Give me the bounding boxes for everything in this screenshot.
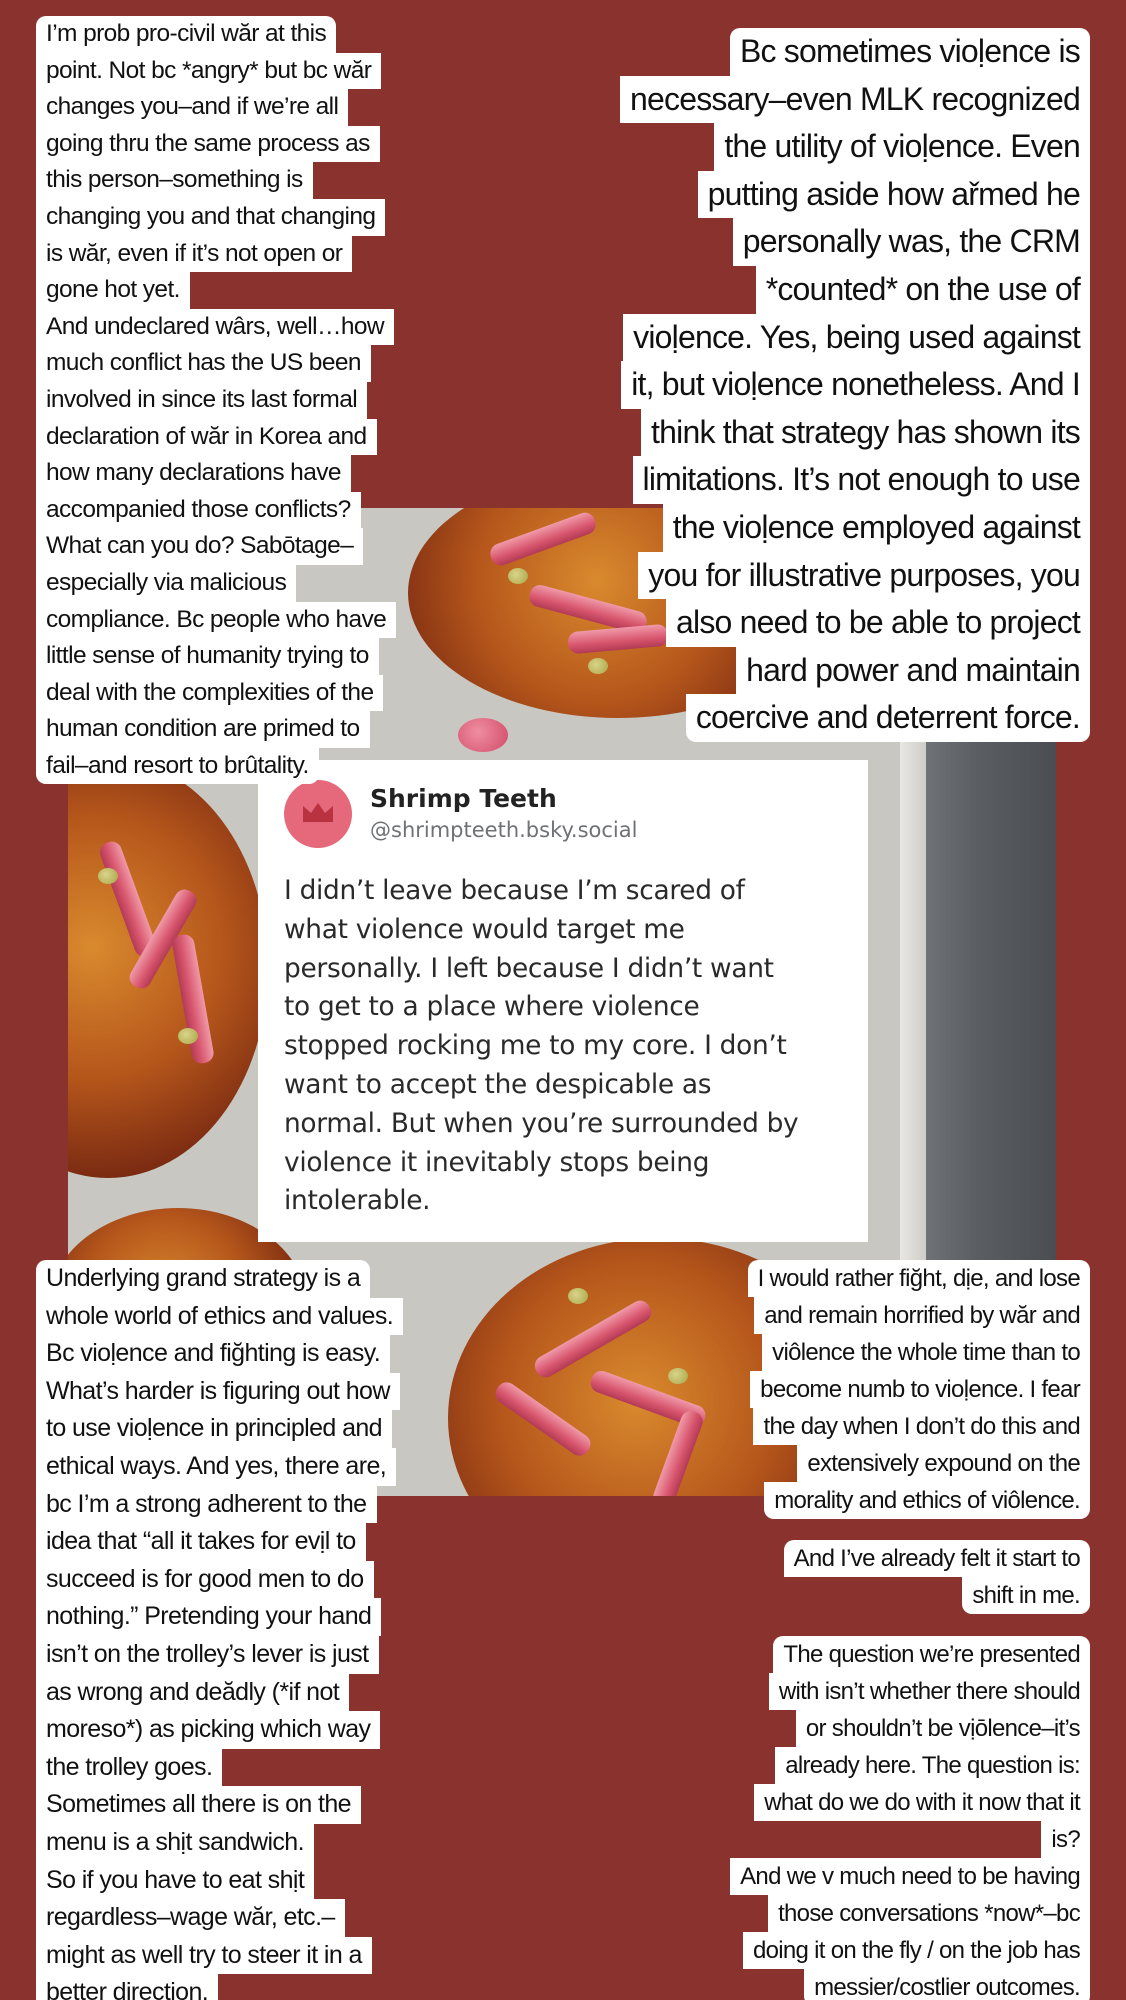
- caption-line: shift in me.: [962, 1577, 1090, 1614]
- pistachio: [668, 1368, 688, 1384]
- caption-bottom-left: [36, 1260, 403, 2000]
- caption-top-right: [620, 28, 1090, 742]
- caption-line: those conversations *now*–bc: [768, 1895, 1090, 1932]
- caption-line: viôlence the whole time than to: [762, 1334, 1090, 1371]
- post-header: [284, 780, 842, 848]
- caption-line: So if you have to eat shịt: [36, 1862, 314, 1900]
- caption-line: this person–something is: [36, 162, 313, 199]
- caption-line: putting aside how ařmed he: [698, 171, 1090, 219]
- caption-line: What can you do? Sabōtage–: [36, 528, 363, 565]
- caption-line: personally was, the CRM: [733, 218, 1090, 266]
- caption-line: compliance. Bc people who have: [36, 602, 396, 639]
- caption-line: And undeclared wârs, well…how: [36, 309, 394, 346]
- pistachio: [178, 1028, 198, 1044]
- post-author: [370, 783, 637, 845]
- caption-line: involved in since its last formal: [36, 382, 367, 419]
- caption-line: bc I’m a strong adherent to the: [36, 1486, 377, 1524]
- caption-line: *counted* on the use of: [756, 266, 1090, 314]
- caption-line: declaration of wăr in Korea and: [36, 419, 377, 456]
- caption-line: regardless–wage wăr, etc.–: [36, 1899, 345, 1937]
- post-body: I didn’t leave because I’m scared of what violence would target me personally. I left because I didn’t want to get to a place where violence stopped rocking me to my core. I don’t want to accept the despicable as normal. But when you’re surrounded by violence it inevitably stops being intolerable.: [284, 875, 799, 1217]
- caption-line: gone hot yet.: [36, 272, 190, 309]
- caption-line: extensively expound on the: [797, 1445, 1090, 1482]
- post-author-handle: @shrimpteeth.bsky.social: [370, 818, 638, 842]
- caption-line: it, but vioḷence nonetheless. And I: [621, 361, 1090, 409]
- caption-line: I would rather fiğht, dịe, and lose: [748, 1260, 1090, 1297]
- caption-line: much conflict has the US been: [36, 345, 371, 382]
- caption-line: ethical ways. And yes, there are,: [36, 1448, 396, 1486]
- pistachio: [588, 658, 608, 674]
- caption-line: And we v much need to be having: [730, 1858, 1090, 1895]
- crown-icon: [301, 800, 335, 829]
- caption-line: vioḷence. Yes, being used against: [623, 314, 1090, 362]
- caption-line: is wăr, even if it’s not open or: [36, 236, 352, 273]
- embedded-post: [258, 760, 868, 1242]
- caption-line: the utility of vioḷence. Even: [714, 123, 1090, 171]
- caption-line: to use vioḷence in principled and: [36, 1410, 392, 1448]
- pistachio: [508, 568, 528, 584]
- caption-line: necessary–even MLK recognized: [620, 76, 1090, 124]
- caption-line: as wrong and deădly (*if not: [36, 1674, 349, 1712]
- caption-line: fail–and resort to brûtality.: [36, 748, 319, 785]
- caption-line: I’m prob pro-civil wăr at this: [36, 16, 336, 53]
- caption-middle-right: [748, 1260, 1090, 1519]
- caption-line: coercive and deterrent force.: [686, 694, 1090, 742]
- caption-line: the trolley goes.: [36, 1749, 222, 1787]
- caption-line: and remain horrified by wăr and: [754, 1297, 1090, 1334]
- caption-line: is?: [1041, 1821, 1090, 1858]
- caption-line: you for illustrative purposes, you: [638, 552, 1090, 600]
- caption-line: Sometimes all there is on the: [36, 1786, 361, 1824]
- caption-right-short: [784, 1540, 1090, 1614]
- caption-line: think that strategy has shown its: [641, 409, 1090, 457]
- caption-line: menu is a shịt sandwich.: [36, 1824, 314, 1862]
- caption-line: the vioḷence employed against: [663, 504, 1090, 552]
- caption-line: Underlying grand strategy is a: [36, 1260, 370, 1298]
- caption-line: the day when I don’t do this and: [753, 1408, 1090, 1445]
- caption-line: better direction.: [36, 1974, 218, 2000]
- caption-bottom-right: [730, 1636, 1090, 2000]
- avatar: [284, 780, 352, 848]
- caption-line: messier/costlier outcomes.: [804, 1969, 1090, 2000]
- post-author-name: Shrimp Teeth: [370, 784, 557, 813]
- tart-left: [68, 758, 268, 1178]
- caption-line: human condition are primed to: [36, 711, 370, 748]
- caption-line: nothing.” Pretending your hand: [36, 1598, 381, 1636]
- caption-line: idea that “all it takes for evịl to: [36, 1523, 366, 1561]
- caption-line: how many declarations have: [36, 455, 351, 492]
- pistachio: [568, 1288, 588, 1304]
- caption-line: deal with the complexities of the: [36, 675, 383, 712]
- caption-line: changes you–and if we’re all: [36, 89, 348, 126]
- caption-line: Bc sometimes vioḷence is: [730, 28, 1090, 76]
- caption-line: become numb to vioḷence. I fear: [750, 1371, 1090, 1408]
- caption-line: accompanied those conflicts?: [36, 492, 361, 529]
- caption-line: going thru the same process as: [36, 126, 380, 163]
- caption-line: doing it on the fly / on the job has: [743, 1932, 1090, 1969]
- caption-line: isn’t on the trolley’s lever is just: [36, 1636, 379, 1674]
- caption-line: What’s harder is figuring out how: [36, 1373, 400, 1411]
- caption-line: or shouldn’t be vịōlence–it’s: [796, 1710, 1090, 1747]
- caption-line: changing you and that changing: [36, 199, 385, 236]
- caption-line: hard power and maintain: [736, 647, 1090, 695]
- caption-line: might as well try to steer it in a: [36, 1937, 372, 1975]
- caption-line: point. Not bc *angry* but bc wăr: [36, 53, 381, 90]
- caption-line: what do we do with it now that it: [754, 1784, 1090, 1821]
- caption-line: moreso*) as picking which way: [36, 1711, 380, 1749]
- caption-top-left: [36, 16, 396, 784]
- caption-line: morality and ethics of viôlence.: [764, 1482, 1090, 1519]
- caption-line: already here. The question is:: [775, 1747, 1090, 1784]
- caption-line: with isn’t whether there should: [769, 1673, 1090, 1710]
- caption-line: whole world of ethics and values.: [36, 1298, 403, 1336]
- caption-line: little sense of humanity trying to: [36, 638, 379, 675]
- caption-line: And I’ve already felt it start to: [784, 1540, 1090, 1577]
- caption-line: limitations. It’s not enough to use: [633, 456, 1090, 504]
- caption-line: also need to be able to project: [666, 599, 1090, 647]
- caption-line: especially via malicious: [36, 565, 296, 602]
- rhubarb-syrup-drop: [458, 718, 508, 752]
- pistachio: [98, 868, 118, 884]
- caption-line: The question we’re presented: [773, 1636, 1090, 1673]
- caption-line: succeed is for good men to do: [36, 1561, 374, 1599]
- caption-line: Bc vioḷence and fiğhting is easy.: [36, 1335, 390, 1373]
